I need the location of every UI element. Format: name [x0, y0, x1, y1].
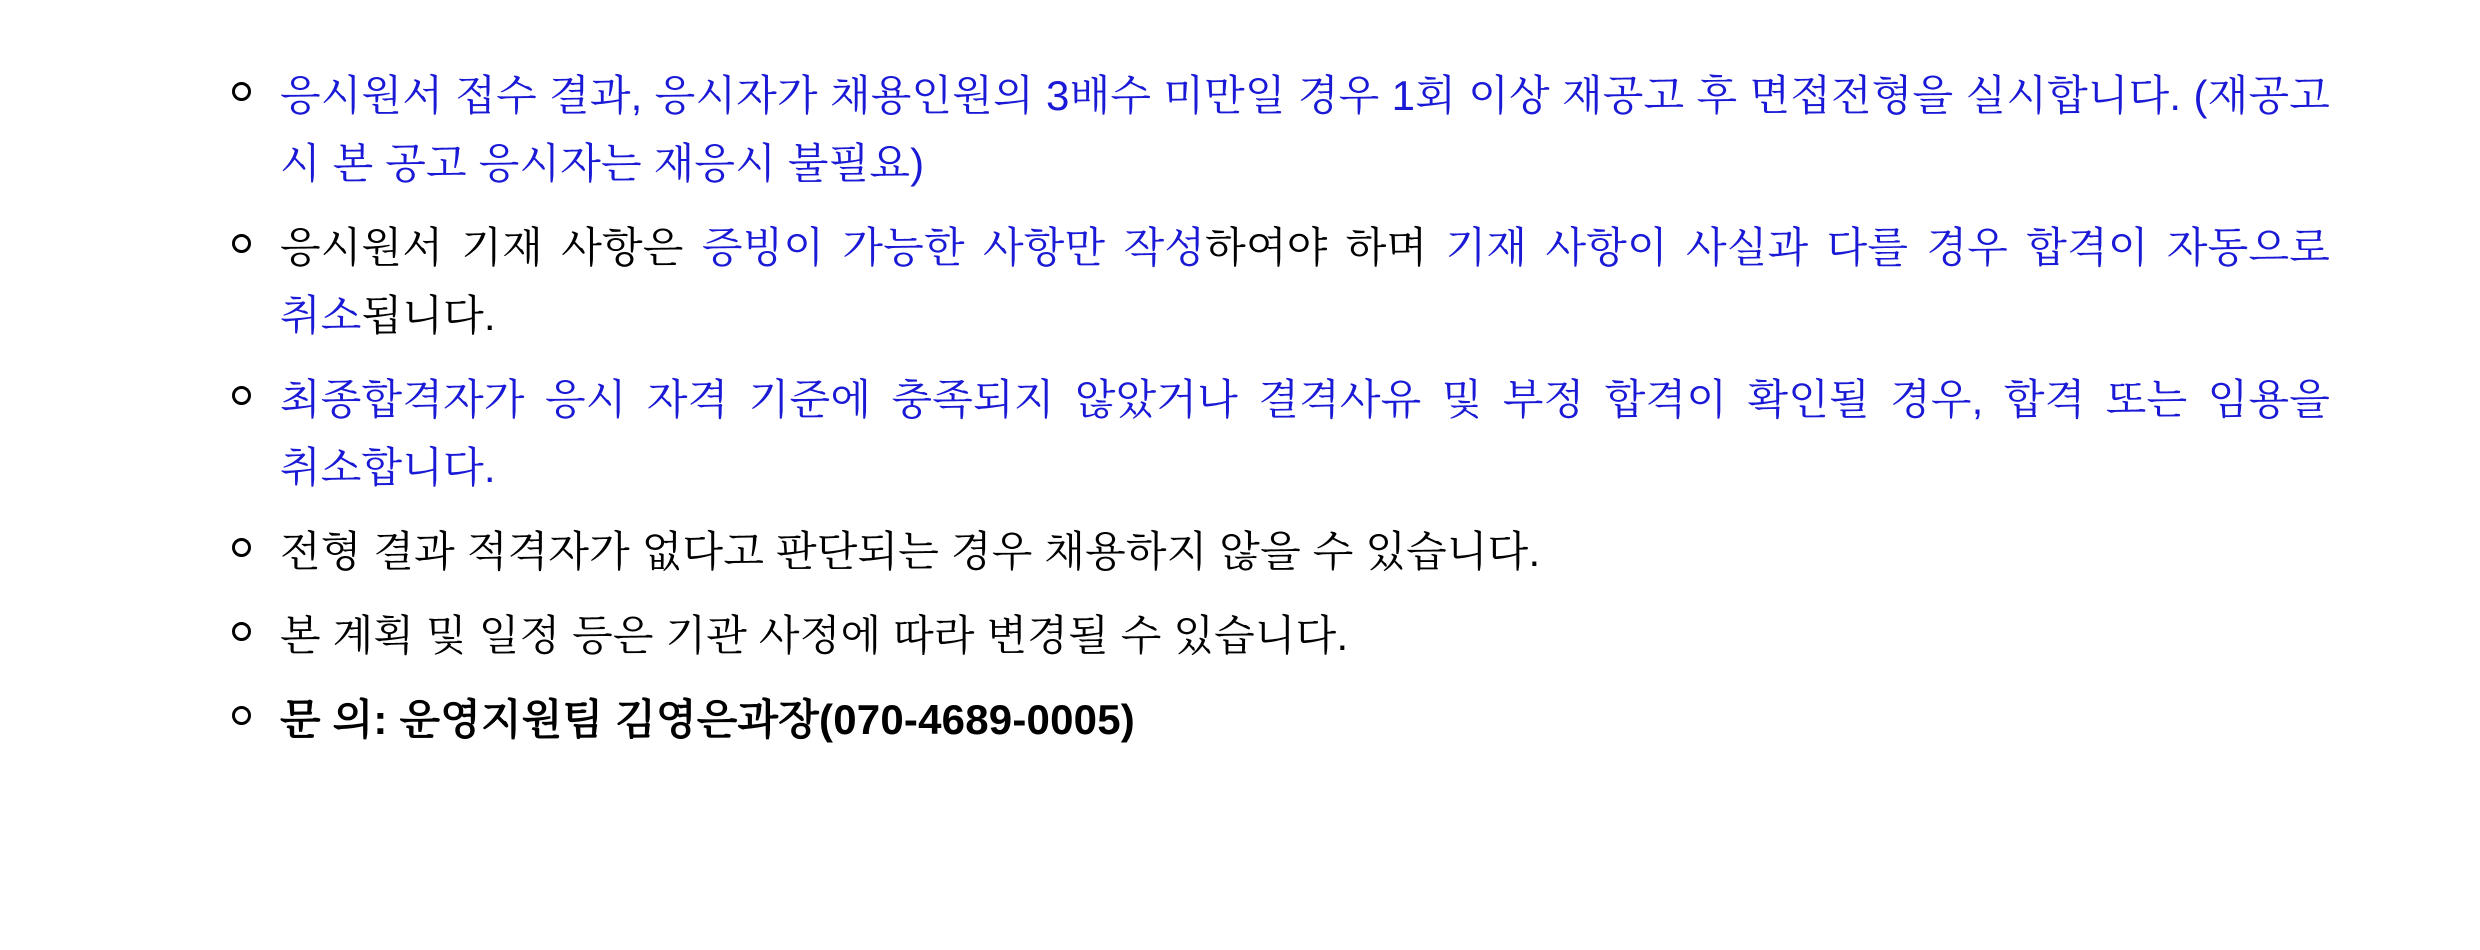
list-item-text: [280, 518, 2330, 586]
text-segment: 문 의: 운영지원팀 김영은과장(070-4689-0005): [280, 696, 1135, 744]
list-item-text: [280, 214, 2330, 350]
list-item: [230, 366, 2330, 502]
circle-bullet-icon: [230, 704, 256, 730]
text-segment: 본 계획 및 일정 등은 기관 사정에 따라 변경될 수 있습니다.: [280, 612, 1349, 660]
list-item: [230, 518, 2330, 586]
circle-bullet-icon: [230, 620, 256, 646]
circle-bullet-icon: [230, 536, 256, 562]
text-segment: 됩니다.: [361, 292, 496, 340]
text-segment: 응시원서 기재 사항은: [280, 224, 702, 272]
text-segment: 전형 결과 적격자가 없다고 판단되는 경우 채용하지 않을 수 있습니다.: [280, 528, 1541, 576]
list-item: [230, 62, 2330, 198]
list-item: [230, 602, 2330, 670]
circle-bullet-icon: [230, 232, 256, 258]
circle-bullet-icon: [230, 384, 256, 410]
text-segment: 기재 사항이 사실과 다를 경우 합격이 자동으로 취소: [280, 224, 2330, 340]
list-item-text: [280, 62, 2330, 198]
notice-bullet-list: [230, 62, 2330, 754]
text-segment: 최종합격자가 응시 자격 기준에 충족되지 않았거나 결격사유 및 부정 합격이 확인될 경우, 합격 또는 임용을 취소합니다.: [280, 376, 2330, 492]
text-segment: 응시원서 접수 결과, 응시자가 채용인원의 3배수 미만일 경우 1회 이상 재공고 후 면접전형을 실시합니다. (재공고 시 본 공고 응시자는 재응시 불필요): [280, 72, 2330, 188]
list-item-text: [280, 602, 2330, 670]
text-segment: 증빙이 가능한 사항만 작성: [701, 224, 1206, 272]
text-segment: 하여야 하며: [1205, 224, 1446, 272]
list-item-text: [280, 686, 2330, 754]
list-item: [230, 686, 2330, 754]
list-item: [230, 214, 2330, 350]
list-item-text: [280, 366, 2330, 502]
circle-bullet-icon: [230, 80, 256, 106]
